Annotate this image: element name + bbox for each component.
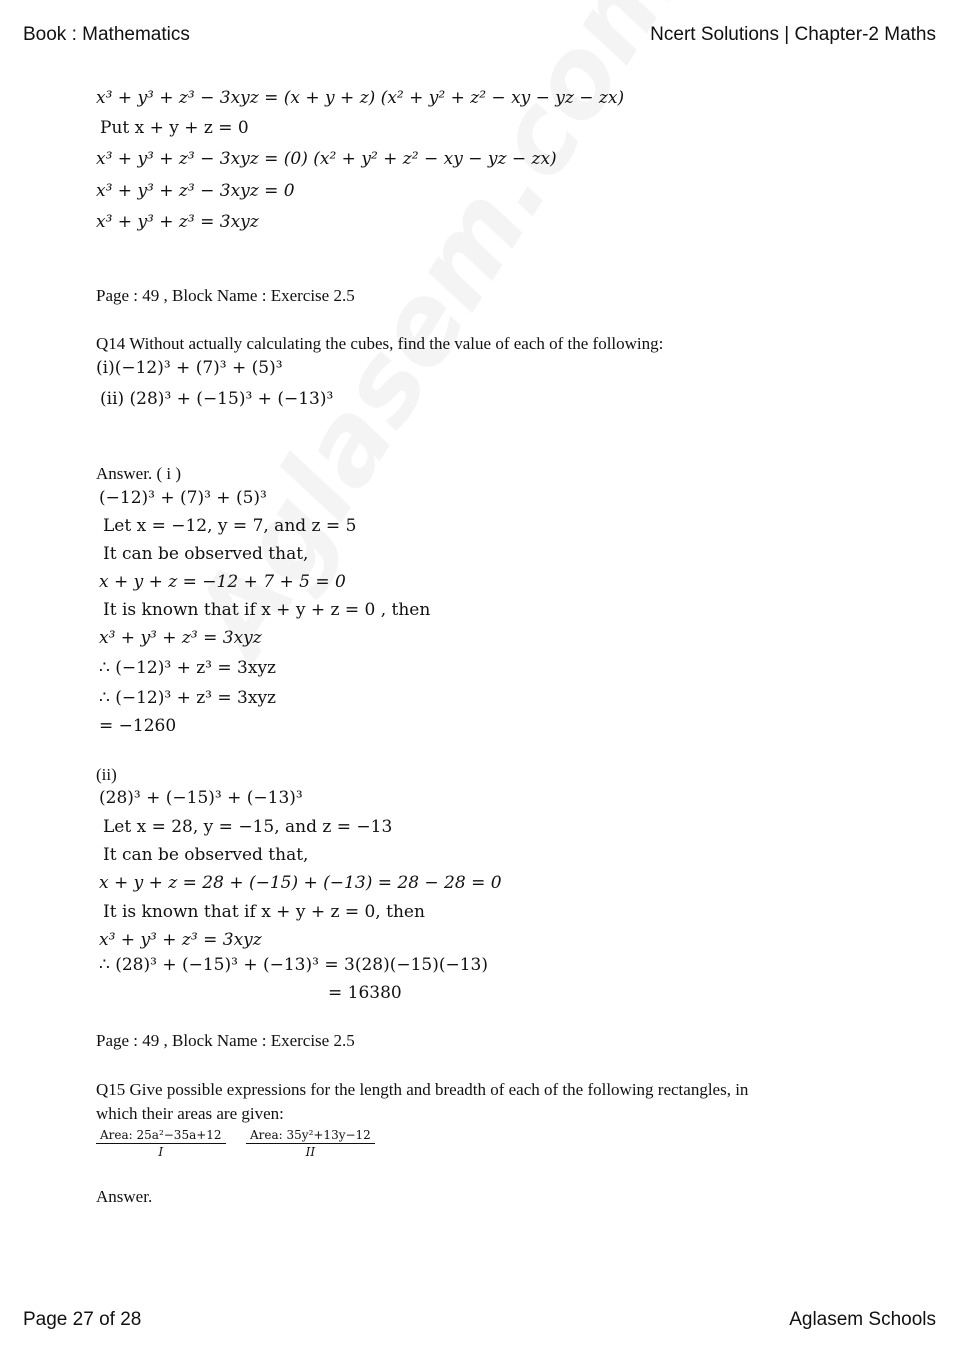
answer-i-line: ∴ (−12)³ + z³ = 3xyz — [99, 688, 277, 708]
answer-15-label: Answer. — [96, 1187, 153, 1206]
answer-ii-line: x + y + z = 28 + (−15) + (−13) = 28 − 28 = 0 — [99, 873, 502, 893]
answer-i-line: ∴ (−12)³ + z³ = 3xyz — [99, 658, 277, 678]
page-reference: Page : 49 , Block Name : Exercise 2.5 — [96, 1031, 355, 1050]
put-line: Put x + y + z = 0 — [100, 118, 249, 138]
answer-i-title: Answer. ( i ) — [96, 464, 181, 483]
answer-i-result: = −1260 — [99, 716, 177, 736]
footer-publisher: Aglasem Schools — [789, 1309, 936, 1330]
identity-line: x³ + y³ + z³ − 3xyz = (x + y + z) (x² + y² + z² − xy − yz − zx) — [96, 88, 625, 108]
answer-ii-line: It is known that if x + y + z = 0, then — [103, 902, 425, 922]
answer-ii-title: (ii) — [96, 765, 117, 784]
question-15-line-1: Q15 Give possible expressions for the length and breadth of each of the following rectangles, in — [96, 1080, 749, 1099]
rectangle-area-label: Area: 25a²−35a+12 — [96, 1128, 226, 1144]
result-line: x³ + y³ + z³ = 3xyz — [96, 212, 259, 232]
rectangle-figure-i — [96, 1128, 226, 1159]
answer-ii-line: x³ + y³ + z³ = 3xyz — [99, 930, 262, 950]
page-number: Page 27 of 28 — [23, 1309, 142, 1330]
result-zero-line: x³ + y³ + z³ − 3xyz = 0 — [96, 181, 295, 201]
header-book-title: Book : Mathematics — [23, 24, 190, 45]
answer-i-line: x³ + y³ + z³ = 3xyz — [99, 628, 262, 648]
answer-i-line: Let x = −12, y = 7, and z = 5 — [103, 516, 357, 536]
answer-ii-line: It can be observed that, — [103, 845, 309, 865]
rectangle-label: II — [305, 1145, 316, 1159]
question-14-part-i: (i)(−12)³ + (7)³ + (5)³ — [96, 358, 283, 378]
question-14: Q14 Without actually calculating the cubes, find the value of each of the following: — [96, 334, 664, 353]
answer-ii-line: (28)³ + (−15)³ + (−13)³ — [99, 788, 303, 808]
substitution-line: x³ + y³ + z³ − 3xyz = (0) (x² + y² + z² − xy − yz − zx) — [96, 149, 557, 169]
answer-ii-result: = 16380 — [328, 983, 402, 1003]
answer-i-line: (−12)³ + (7)³ + (5)³ — [99, 488, 267, 508]
answer-i-line: x + y + z = −12 + 7 + 5 = 0 — [99, 572, 346, 592]
answer-i-line: It can be observed that, — [103, 544, 309, 564]
answer-ii-line: ∴ (28)³ + (−15)³ + (−13)³ = 3(28)(−15)(−13) — [99, 955, 488, 975]
header-chapter-title: Ncert Solutions | Chapter-2 Maths — [650, 24, 936, 45]
answer-i-line: It is known that if x + y + z = 0 , then — [103, 600, 431, 620]
rectangle-label: I — [158, 1145, 164, 1159]
rectangle-figure-ii — [246, 1128, 375, 1159]
page-reference: Page : 49 , Block Name : Exercise 2.5 — [96, 286, 355, 305]
rectangle-area-label: Area: 35y²+13y−12 — [246, 1128, 375, 1144]
question-15-line-2: which their areas are given: — [96, 1104, 284, 1123]
answer-ii-line: Let x = 28, y = −15, and z = −13 — [103, 817, 393, 837]
question-14-part-ii: (ii) (28)³ + (−15)³ + (−13)³ — [100, 389, 334, 409]
